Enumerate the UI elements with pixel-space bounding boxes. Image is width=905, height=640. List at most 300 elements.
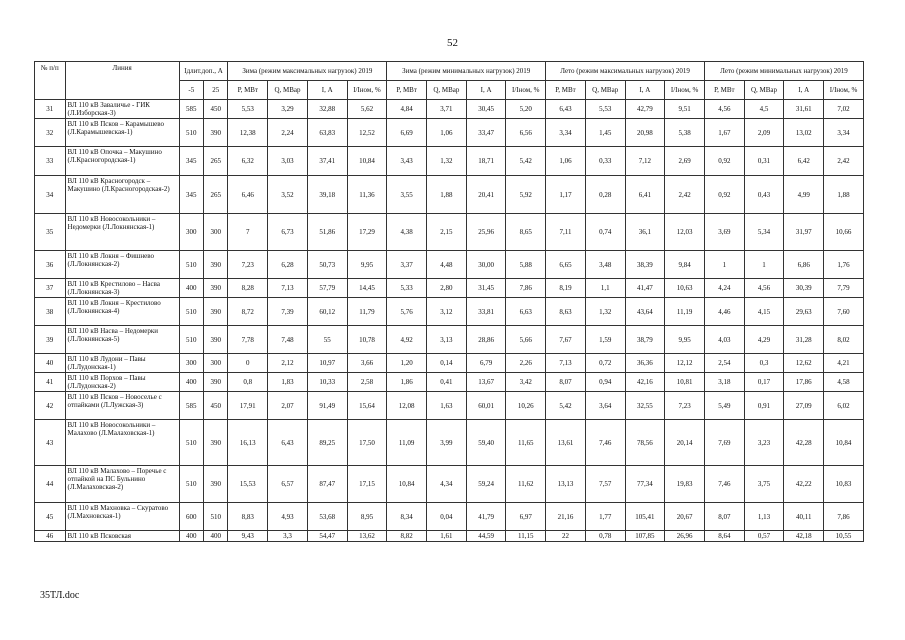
- table-row: [35, 466, 864, 503]
- value-cell: 15,53: [228, 466, 268, 503]
- idop-25: 390: [204, 119, 228, 147]
- header-sub-g3-c0: Р, МВт: [704, 81, 744, 100]
- value-cell: 1,06: [546, 147, 586, 176]
- value-cell: 42,18: [784, 531, 824, 542]
- value-cell: 53,68: [307, 503, 347, 531]
- line-name: ВЛ 110 кВ Новосокольники – Недомерки (Л.Локнянская-1): [65, 214, 179, 251]
- idop-minus5: 510: [179, 251, 203, 279]
- value-cell: 7,46: [585, 420, 625, 466]
- value-cell: 3,37: [387, 251, 427, 279]
- line-name: ВЛ 110 кВ Локня – Фишнево (Л.Локнянская-2): [65, 251, 179, 279]
- header-sub-g3-c1: Q, МВар: [744, 81, 784, 100]
- value-cell: 5,53: [585, 100, 625, 119]
- value-cell: 43,64: [625, 298, 665, 326]
- value-cell: 4,58: [824, 373, 864, 392]
- table-row: [35, 420, 864, 466]
- value-cell: 3,69: [704, 214, 744, 251]
- value-cell: 22: [546, 531, 586, 542]
- value-cell: 1,17: [546, 176, 586, 214]
- value-cell: 59,24: [466, 466, 506, 503]
- value-cell: 6,73: [268, 214, 308, 251]
- value-cell: 6,43: [268, 420, 308, 466]
- table-row: [35, 119, 864, 147]
- value-cell: 7,79: [824, 279, 864, 298]
- table-row: [35, 503, 864, 531]
- header-sub-g0-c2: I, А: [307, 81, 347, 100]
- value-cell: 7,48: [268, 326, 308, 354]
- value-cell: 7,11: [546, 214, 586, 251]
- value-cell: 3,18: [704, 373, 744, 392]
- value-cell: 5,38: [665, 119, 705, 147]
- value-cell: 0,04: [427, 503, 467, 531]
- value-cell: 9,95: [347, 251, 387, 279]
- value-cell: 6,86: [784, 251, 824, 279]
- value-cell: 5,20: [506, 100, 546, 119]
- value-cell: 1,88: [427, 176, 467, 214]
- row-number: 44: [35, 466, 66, 503]
- value-cell: 12,52: [347, 119, 387, 147]
- value-cell: 2,54: [704, 354, 744, 373]
- header-num: № п/п: [35, 62, 66, 100]
- table-row: [35, 531, 864, 542]
- value-cell: 4,93: [268, 503, 308, 531]
- idop-minus5: 400: [179, 373, 203, 392]
- row-number: 45: [35, 503, 66, 531]
- value-cell: 7,13: [268, 279, 308, 298]
- value-cell: 17,50: [347, 420, 387, 466]
- value-cell: 0,74: [585, 214, 625, 251]
- value-cell: 8,65: [506, 214, 546, 251]
- header-temp-minus5: -5: [179, 81, 203, 100]
- value-cell: 87,47: [307, 466, 347, 503]
- value-cell: 3,99: [427, 420, 467, 466]
- value-cell: 3,42: [506, 373, 546, 392]
- value-cell: 26,96: [665, 531, 705, 542]
- row-number: 35: [35, 214, 66, 251]
- value-cell: 42,28: [784, 420, 824, 466]
- value-cell: 4,24: [704, 279, 744, 298]
- value-cell: 63,83: [307, 119, 347, 147]
- value-cell: 6,56: [506, 119, 546, 147]
- idop-minus5: 510: [179, 119, 203, 147]
- value-cell: 8,64: [704, 531, 744, 542]
- idop-25: 265: [204, 147, 228, 176]
- value-cell: 13,62: [347, 531, 387, 542]
- idop-minus5: 300: [179, 354, 203, 373]
- value-cell: 6,28: [268, 251, 308, 279]
- value-cell: 8,82: [387, 531, 427, 542]
- value-cell: 18,71: [466, 147, 506, 176]
- row-number: 46: [35, 531, 66, 542]
- value-cell: 42,22: [784, 466, 824, 503]
- value-cell: 31,45: [466, 279, 506, 298]
- idop-25: 300: [204, 354, 228, 373]
- table-row: [35, 100, 864, 119]
- value-cell: 1,63: [427, 392, 467, 420]
- value-cell: 7,78: [228, 326, 268, 354]
- value-cell: 3,03: [268, 147, 308, 176]
- idop-25: 390: [204, 279, 228, 298]
- value-cell: 5,33: [387, 279, 427, 298]
- value-cell: 0,92: [704, 176, 744, 214]
- value-cell: 7,60: [824, 298, 864, 326]
- row-number: 32: [35, 119, 66, 147]
- value-cell: 2,58: [347, 373, 387, 392]
- value-cell: 9,95: [665, 326, 705, 354]
- value-cell: 0: [228, 354, 268, 373]
- value-cell: 3,34: [546, 119, 586, 147]
- value-cell: 6,46: [228, 176, 268, 214]
- value-cell: 13,02: [784, 119, 824, 147]
- header-sub-g1-c0: Р, МВт: [387, 81, 427, 100]
- idop-minus5: 400: [179, 531, 203, 542]
- value-cell: 8,07: [546, 373, 586, 392]
- row-number: 42: [35, 392, 66, 420]
- header-group-winter-min: Зима (режим минимальных нагрузок) 2019: [387, 62, 546, 81]
- value-cell: 8,34: [387, 503, 427, 531]
- value-cell: 7,69: [704, 420, 744, 466]
- value-cell: 20,41: [466, 176, 506, 214]
- line-name: ВЛ 110 кВ Опочка – Макушино (Л.Красногородская-1): [65, 147, 179, 176]
- table-row: [35, 251, 864, 279]
- value-cell: 8,19: [546, 279, 586, 298]
- value-cell: 28,86: [466, 326, 506, 354]
- value-cell: 1,76: [824, 251, 864, 279]
- header-sub-g2-c0: Р, МВт: [546, 81, 586, 100]
- value-cell: 78,56: [625, 420, 665, 466]
- value-cell: 7,86: [506, 279, 546, 298]
- line-name: ВЛ 110 кВ Новосокольники – Малахово (Л.Малаховская-1): [65, 420, 179, 466]
- value-cell: 1,83: [268, 373, 308, 392]
- value-cell: 7,23: [228, 251, 268, 279]
- value-cell: 17,15: [347, 466, 387, 503]
- value-cell: 27,09: [784, 392, 824, 420]
- value-cell: 4,84: [387, 100, 427, 119]
- header-sub-g2-c3: I/Iном, %: [665, 81, 705, 100]
- value-cell: 4,15: [744, 298, 784, 326]
- value-cell: 42,16: [625, 373, 665, 392]
- value-cell: 7,23: [665, 392, 705, 420]
- value-cell: 10,78: [347, 326, 387, 354]
- value-cell: 7,13: [546, 354, 586, 373]
- value-cell: 10,84: [824, 420, 864, 466]
- value-cell: 33,81: [466, 298, 506, 326]
- value-cell: 4,34: [427, 466, 467, 503]
- value-cell: 4,99: [784, 176, 824, 214]
- value-cell: 20,14: [665, 420, 705, 466]
- header-sub-g1-c3: I/Iном, %: [506, 81, 546, 100]
- table-row: [35, 279, 864, 298]
- header-sub-g2-c1: Q, МВар: [585, 81, 625, 100]
- value-cell: 60,12: [307, 298, 347, 326]
- value-cell: 13,61: [546, 420, 586, 466]
- value-cell: 0,28: [585, 176, 625, 214]
- value-cell: 11,19: [665, 298, 705, 326]
- value-cell: 31,97: [784, 214, 824, 251]
- line-name: ВЛ 110 кВ Псков – Новоселье с отпайками (Л.Лужская-3): [65, 392, 179, 420]
- value-cell: 4,92: [387, 326, 427, 354]
- value-cell: 10,81: [665, 373, 705, 392]
- idop-25: 300: [204, 214, 228, 251]
- value-cell: 10,83: [824, 466, 864, 503]
- value-cell: 39,18: [307, 176, 347, 214]
- value-cell: 3,13: [427, 326, 467, 354]
- value-cell: 0,3: [744, 354, 784, 373]
- line-name: ВЛ 110 кВ Крестилово – Насва (Л.Локнянская-3): [65, 279, 179, 298]
- value-cell: 0,94: [585, 373, 625, 392]
- idop-minus5: 510: [179, 420, 203, 466]
- value-cell: 6,79: [466, 354, 506, 373]
- value-cell: 11,62: [506, 466, 546, 503]
- value-cell: 30,45: [466, 100, 506, 119]
- table-row: [35, 176, 864, 214]
- value-cell: 20,67: [665, 503, 705, 531]
- value-cell: 0,92: [704, 147, 744, 176]
- idop-minus5: 345: [179, 147, 203, 176]
- line-name: ВЛ 110 кВ Махновка – Скуратово (Л.Махновская-1): [65, 503, 179, 531]
- table-row: [35, 392, 864, 420]
- value-cell: 2,12: [268, 354, 308, 373]
- header-sub-g3-c2: I, А: [784, 81, 824, 100]
- value-cell: 1,61: [427, 531, 467, 542]
- value-cell: 5,88: [506, 251, 546, 279]
- value-cell: 7,57: [585, 466, 625, 503]
- value-cell: 9,43: [228, 531, 268, 542]
- line-name: ВЛ 110 кВ Заваличье - ГИК (Л.Изборская-3): [65, 100, 179, 119]
- page-number: 52: [447, 37, 458, 49]
- header-sub-g1-c1: Q, МВар: [427, 81, 467, 100]
- value-cell: 1,59: [585, 326, 625, 354]
- value-cell: 5,62: [347, 100, 387, 119]
- value-cell: 10,26: [506, 392, 546, 420]
- value-cell: 21,16: [546, 503, 586, 531]
- idop-25: 450: [204, 100, 228, 119]
- value-cell: 2,42: [824, 147, 864, 176]
- value-cell: 38,39: [625, 251, 665, 279]
- table-body: [35, 100, 864, 542]
- value-cell: 1,77: [585, 503, 625, 531]
- value-cell: 42,79: [625, 100, 665, 119]
- header-sub-g0-c1: Q, МВар: [268, 81, 308, 100]
- idop-minus5: 510: [179, 298, 203, 326]
- value-cell: 4,21: [824, 354, 864, 373]
- value-cell: 50,73: [307, 251, 347, 279]
- value-cell: 1,32: [427, 147, 467, 176]
- value-cell: 6,41: [625, 176, 665, 214]
- value-cell: 8,72: [228, 298, 268, 326]
- value-cell: 9,84: [665, 251, 705, 279]
- value-cell: 10,97: [307, 354, 347, 373]
- value-cell: 8,28: [228, 279, 268, 298]
- header-sub-g0-c3: I/Iном, %: [347, 81, 387, 100]
- value-cell: 7,67: [546, 326, 586, 354]
- line-name: ВЛ 110 кВ Насва – Недомерки (Л.Локнянская-5): [65, 326, 179, 354]
- idop-25: 265: [204, 176, 228, 214]
- value-cell: 7,02: [824, 100, 864, 119]
- value-cell: 30,00: [466, 251, 506, 279]
- value-cell: 15,64: [347, 392, 387, 420]
- value-cell: 8,95: [347, 503, 387, 531]
- table-row: [35, 373, 864, 392]
- value-cell: 0,8: [228, 373, 268, 392]
- value-cell: 8,83: [228, 503, 268, 531]
- value-cell: 10,84: [347, 147, 387, 176]
- header-idop: Iдлит.доп., А: [179, 62, 228, 81]
- row-number: 38: [35, 298, 66, 326]
- line-name: ВЛ 110 кВ Порхов – Павы (Л.Лудонская-2): [65, 373, 179, 392]
- value-cell: 6,42: [784, 147, 824, 176]
- value-cell: 30,39: [784, 279, 824, 298]
- value-cell: 57,79: [307, 279, 347, 298]
- value-cell: 31,61: [784, 100, 824, 119]
- value-cell: 12,38: [228, 119, 268, 147]
- value-cell: 38,79: [625, 326, 665, 354]
- idop-25: 390: [204, 251, 228, 279]
- value-cell: 36,1: [625, 214, 665, 251]
- row-number: 33: [35, 147, 66, 176]
- value-cell: 6,65: [546, 251, 586, 279]
- value-cell: 44,59: [466, 531, 506, 542]
- value-cell: 4,38: [387, 214, 427, 251]
- idop-25: 510: [204, 503, 228, 531]
- value-cell: 3,64: [585, 392, 625, 420]
- value-cell: 5,66: [506, 326, 546, 354]
- header-sub-g2-c2: I, А: [625, 81, 665, 100]
- line-name: ВЛ 110 кВ Лудони – Павы (Л.Лудонская-1): [65, 354, 179, 373]
- line-name: ВЛ 110 кВ Малахово – Поречье с отпайкой на ПС Бульнино (Л.Малаховская-2): [65, 466, 179, 503]
- header-group-winter-max: Зима (режим максимальных нагрузок) 2019: [228, 62, 387, 81]
- line-name: ВЛ 110 кВ Локня – Крестилово (Л.Локнянская-4): [65, 298, 179, 326]
- idop-minus5: 510: [179, 466, 203, 503]
- value-cell: 107,85: [625, 531, 665, 542]
- value-cell: 2,80: [427, 279, 467, 298]
- idop-25: 390: [204, 420, 228, 466]
- value-cell: 59,40: [466, 420, 506, 466]
- value-cell: 3,23: [744, 420, 784, 466]
- line-name: ВЛ 110 кВ Псковская: [65, 531, 179, 542]
- value-cell: 3,55: [387, 176, 427, 214]
- value-cell: 5,34: [744, 214, 784, 251]
- value-cell: 4,46: [704, 298, 744, 326]
- value-cell: 6,57: [268, 466, 308, 503]
- header-sub-g0-c0: Р, МВт: [228, 81, 268, 100]
- value-cell: 40,11: [784, 503, 824, 531]
- value-cell: 3,71: [427, 100, 467, 119]
- value-cell: 12,03: [665, 214, 705, 251]
- value-cell: 17,86: [784, 373, 824, 392]
- value-cell: 11,79: [347, 298, 387, 326]
- value-cell: 4,56: [704, 100, 744, 119]
- value-cell: 0,17: [744, 373, 784, 392]
- value-cell: 3,43: [387, 147, 427, 176]
- value-cell: 8,07: [704, 503, 744, 531]
- value-cell: 29,63: [784, 298, 824, 326]
- value-cell: 8,02: [824, 326, 864, 354]
- value-cell: 13,13: [546, 466, 586, 503]
- value-cell: 54,47: [307, 531, 347, 542]
- value-cell: 3,75: [744, 466, 784, 503]
- value-cell: 7,39: [268, 298, 308, 326]
- line-name: ВЛ 110 кВ Красногородск – Макушино (Л.Красногородская-2): [65, 176, 179, 214]
- row-number: 31: [35, 100, 66, 119]
- value-cell: 0,14: [427, 354, 467, 373]
- idop-minus5: 585: [179, 392, 203, 420]
- value-cell: 105,41: [625, 503, 665, 531]
- value-cell: 3,66: [347, 354, 387, 373]
- value-cell: 1,88: [824, 176, 864, 214]
- idop-25: 390: [204, 326, 228, 354]
- value-cell: 3,52: [268, 176, 308, 214]
- value-cell: 4,03: [704, 326, 744, 354]
- idop-minus5: 345: [179, 176, 203, 214]
- value-cell: 91,49: [307, 392, 347, 420]
- row-number: 39: [35, 326, 66, 354]
- value-cell: 6,63: [506, 298, 546, 326]
- header-line: Линия: [65, 62, 179, 100]
- table-row: [35, 147, 864, 176]
- value-cell: 31,28: [784, 326, 824, 354]
- value-cell: 41,79: [466, 503, 506, 531]
- value-cell: 6,43: [546, 100, 586, 119]
- row-number: 37: [35, 279, 66, 298]
- idop-minus5: 510: [179, 326, 203, 354]
- value-cell: 5,53: [228, 100, 268, 119]
- value-cell: 2,69: [665, 147, 705, 176]
- value-cell: 7,86: [824, 503, 864, 531]
- value-cell: 51,86: [307, 214, 347, 251]
- value-cell: 2,42: [665, 176, 705, 214]
- value-cell: 1,13: [744, 503, 784, 531]
- value-cell: 8,63: [546, 298, 586, 326]
- value-cell: 1,45: [585, 119, 625, 147]
- value-cell: 1,20: [387, 354, 427, 373]
- value-cell: 5,92: [506, 176, 546, 214]
- idop-25: 400: [204, 531, 228, 542]
- value-cell: 2,07: [268, 392, 308, 420]
- value-cell: 5,76: [387, 298, 427, 326]
- value-cell: 60,01: [466, 392, 506, 420]
- value-cell: 4,48: [427, 251, 467, 279]
- value-cell: 7: [228, 214, 268, 251]
- value-cell: 17,91: [228, 392, 268, 420]
- value-cell: 10,55: [824, 531, 864, 542]
- value-cell: 4,5: [744, 100, 784, 119]
- value-cell: 5,42: [546, 392, 586, 420]
- value-cell: 20,98: [625, 119, 665, 147]
- value-cell: 0,91: [744, 392, 784, 420]
- value-cell: 0,57: [744, 531, 784, 542]
- value-cell: 5,42: [506, 147, 546, 176]
- value-cell: 0,33: [585, 147, 625, 176]
- value-cell: 4,56: [744, 279, 784, 298]
- value-cell: 0,43: [744, 176, 784, 214]
- value-cell: 1,32: [585, 298, 625, 326]
- value-cell: 1: [744, 251, 784, 279]
- value-cell: 25,96: [466, 214, 506, 251]
- footer-filename: 35ТЛ.doc: [40, 590, 80, 601]
- value-cell: 10,63: [665, 279, 705, 298]
- value-cell: 7,46: [704, 466, 744, 503]
- value-cell: 89,25: [307, 420, 347, 466]
- header-temp-25: 25: [204, 81, 228, 100]
- value-cell: 5,49: [704, 392, 744, 420]
- value-cell: 13,67: [466, 373, 506, 392]
- value-cell: 16,13: [228, 420, 268, 466]
- value-cell: 0,72: [585, 354, 625, 373]
- value-cell: 2,24: [268, 119, 308, 147]
- value-cell: 10,33: [307, 373, 347, 392]
- idop-25: 390: [204, 373, 228, 392]
